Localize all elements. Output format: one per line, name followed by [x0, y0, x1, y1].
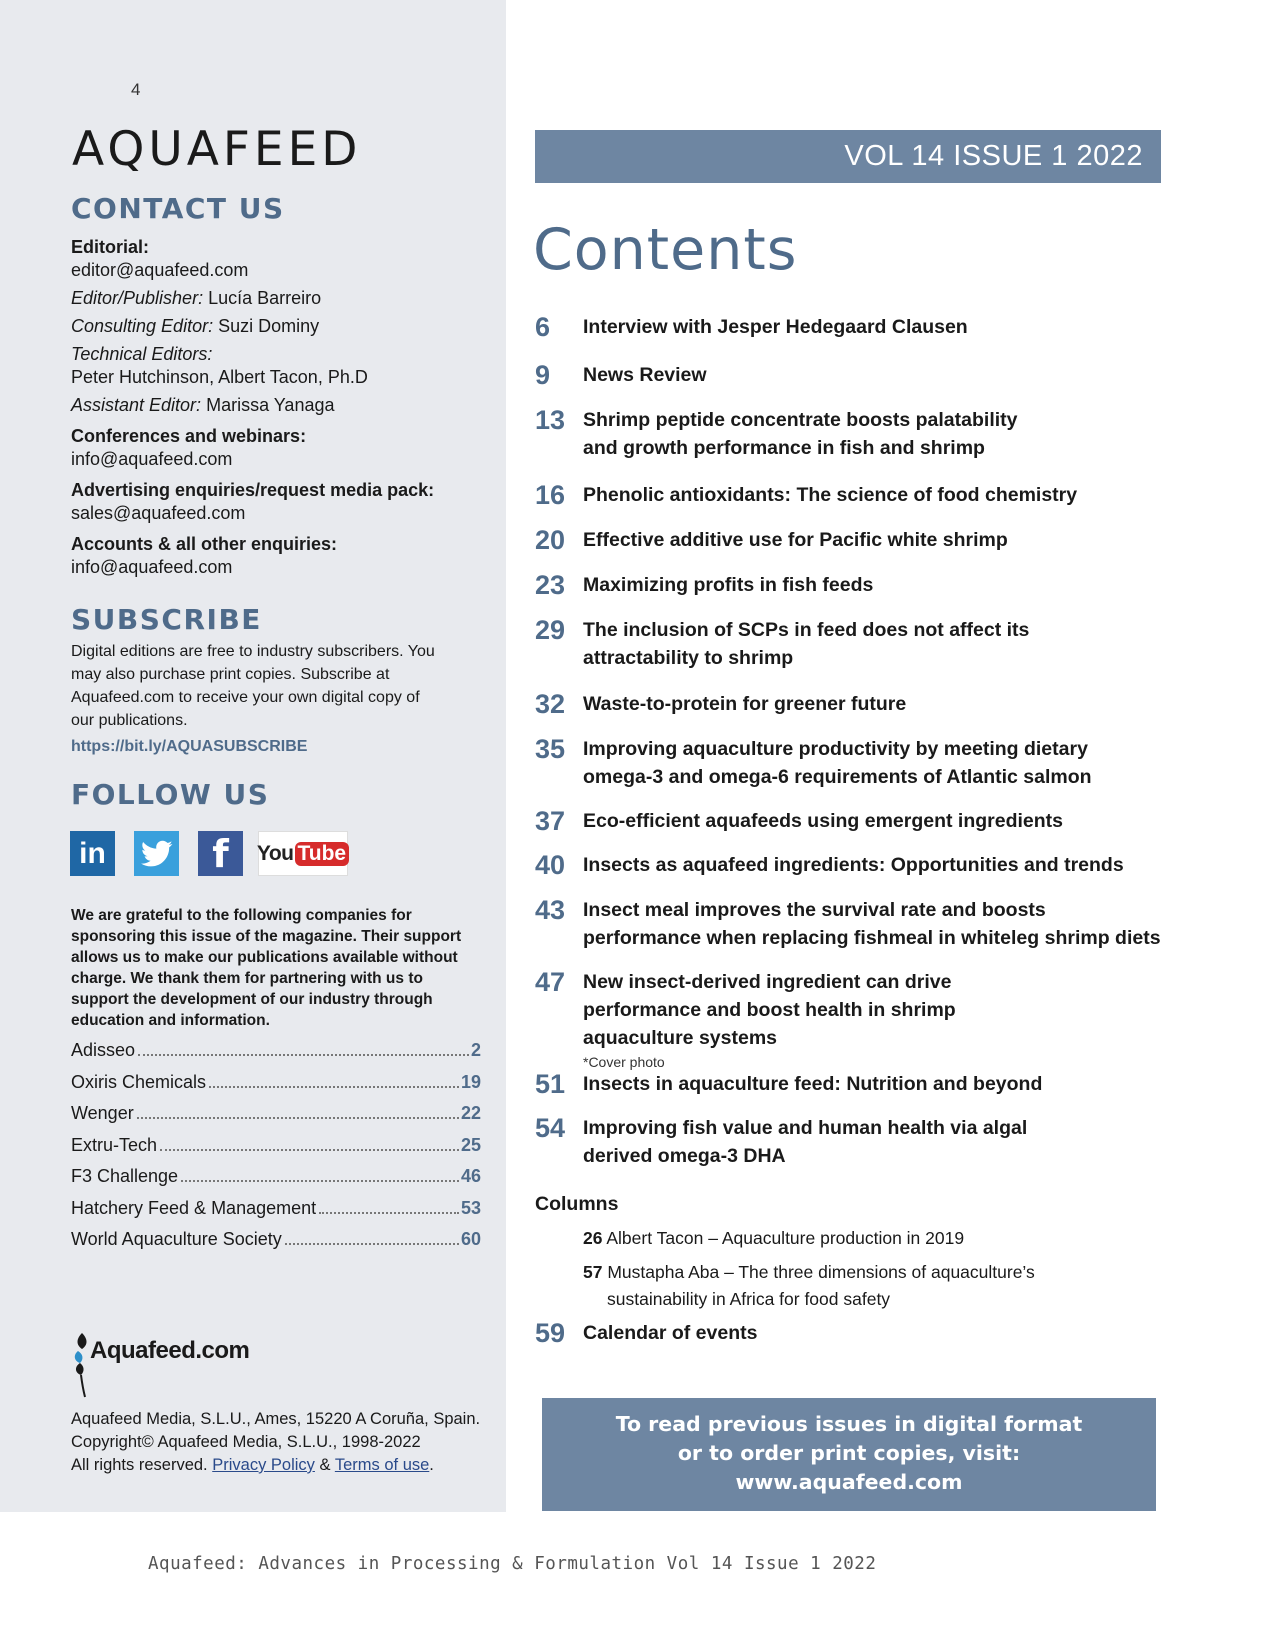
contents-title: Contents: [533, 217, 798, 283]
linkedin-icon[interactable]: in: [70, 831, 115, 876]
previous-issues-box[interactable]: [542, 1398, 1156, 1511]
toc-item[interactable]: 9 News Review: [535, 360, 707, 390]
subscribe-text: Digital editions are free to industry subscribers. You may also purchase print copies. Subscribe at Aquafeed.com to receive your own digital copy of our publications.: [71, 643, 435, 729]
editor-publisher-label: Editor/Publisher:: [71, 288, 204, 308]
toc-item[interactable]: 16 Phenolic antioxidants: The science of food chemistry: [535, 480, 1078, 510]
consulting-editor-name: Suzi Dominy: [218, 316, 320, 336]
advertiser-row[interactable]: F3 Challenge 46: [71, 1166, 481, 1186]
editor-publisher: [71, 287, 321, 310]
accounts-label: Accounts & all other enquiries:: [71, 534, 338, 554]
page-number: 4: [131, 80, 141, 99]
technical-editors-label: Technical Editors:: [71, 344, 213, 364]
conferences-label: Conferences and webinars:: [71, 426, 307, 446]
publisher-info: [71, 1408, 480, 1477]
toc-item[interactable]: 37 Eco-efficient aquafeeds using emergent ingredients: [535, 806, 1064, 836]
follow-heading: FOLLOW US: [71, 778, 270, 811]
column-item[interactable]: 57 Mustapha Aba – The three dimensions of aquaculture’s sustainability in Africa for food safety: [583, 1262, 1035, 1309]
advertiser-row[interactable]: Extru-Tech 25: [71, 1134, 481, 1155]
toc-item[interactable]: 43 Insect meal improves the survival rate and boosts performance when replacing fishmeal in whiteleg shrimp diets: [535, 895, 1161, 949]
toc-item[interactable]: 20 Effective additive use for Pacific white shrimp: [535, 525, 1008, 555]
conferences-email[interactable]: info@aquafeed.com: [71, 449, 233, 469]
editorial-label: Editorial:: [71, 237, 150, 257]
assistant-editor-name: Marissa Yanaga: [206, 395, 335, 415]
toc-item[interactable]: 29 The inclusion of SCPs in feed does not affect its attractability to shrimp: [535, 615, 1030, 669]
cover-photo-note: *Cover photo: [583, 1054, 665, 1070]
toc-item[interactable]: 13 Shrimp peptide concentrate boosts palatability and growth performance in fish and shrimp: [535, 405, 1018, 459]
accounts-email[interactable]: info@aquafeed.com: [71, 557, 233, 577]
terms-of-use-link[interactable]: Terms of use: [334, 1456, 430, 1474]
contact-heading: CONTACT US: [71, 192, 285, 225]
consulting-editor-label: Consulting Editor:: [71, 316, 214, 336]
twitter-bird-icon: [141, 840, 173, 868]
privacy-policy-link[interactable]: Privacy Policy: [212, 1456, 315, 1474]
advertiser-row[interactable]: Oxiris Chemicals 19: [71, 1071, 481, 1092]
advertiser-row[interactable]: Hatchery Feed & Management 53: [71, 1197, 481, 1218]
toc-item[interactable]: 51 Insects in aquaculture feed: Nutrition and beyond: [535, 1069, 1043, 1099]
visit-line-1: To read previous issues in digital format: [615, 1412, 1083, 1436]
advertising-email[interactable]: sales@aquafeed.com: [71, 503, 246, 523]
toc-item[interactable]: 40 Insects as aquafeed ingredients: Opportunities and trends: [535, 850, 1124, 880]
twitter-icon[interactable]: [134, 831, 179, 876]
editorial-email[interactable]: editor@aquafeed.com: [71, 260, 249, 280]
subscribe-heading: SUBSCRIBE: [71, 603, 262, 636]
toc-item[interactable]: 35 Improving aquaculture productivity by meeting dietary omega-3 and omega-6 requirements of Atlantic salmon: [535, 734, 1092, 788]
sponsor-note: We are grateful to the following companies for sponsoring this issue of the magazine. Their support allows us to make our publications available without charge. We thank them for partnering with us to support the development of our industry through education and information.: [71, 907, 462, 1029]
subscribe-link[interactable]: https://bit.ly/AQUASUBSCRIBE: [71, 738, 308, 755]
editor-publisher-name: Lucía Barreiro: [208, 288, 322, 308]
toc-item[interactable]: 23 Maximizing profits in fish feeds: [535, 570, 874, 600]
copyright: Copyright© Aquafeed Media, S.L.U., 1998-2022: [71, 1433, 421, 1451]
consulting-editor: [71, 315, 319, 338]
toc-item[interactable]: 47 New insect-derived ingredient can drive performance and boost health in shrimp aquaculture systems *Cover photo: [535, 968, 1055, 1072]
publisher-address: Aquafeed Media, S.L.U., Ames, 15220 A Coruña, Spain.: [71, 1410, 481, 1428]
toc-item[interactable]: 6 Interview with Jesper Hedegaard Clausen: [535, 312, 968, 342]
volume-banner: VOL 14 ISSUE 1 2022: [535, 130, 1161, 183]
advertising-label: Advertising enquiries/request media pack:: [71, 480, 435, 500]
assistant-editor-label: Assistant Editor:: [71, 395, 202, 415]
advertiser-index: [71, 1040, 481, 1261]
column-item[interactable]: 26 Albert Tacon – Aquaculture production in 2019: [583, 1228, 965, 1248]
toc-item[interactable]: 32 Waste-to-protein for greener future: [535, 689, 907, 719]
youtube-icon[interactable]: You Tube: [258, 831, 348, 876]
advertiser-row[interactable]: World Aquaculture Society 60: [71, 1229, 481, 1249]
assistant-editor: [71, 394, 335, 417]
visit-url[interactable]: www.aquafeed.com: [735, 1470, 963, 1494]
page-footer: Aquafeed: Advances in Processing & Formulation Vol 14 Issue 1 2022: [148, 1554, 877, 1574]
columns-heading: Columns: [535, 1193, 619, 1215]
aquafeed-logo: AQUAFEED: [72, 122, 362, 177]
technical-editors-names: Peter Hutchinson, Albert Tacon, Ph.D: [71, 367, 368, 387]
advertiser-row[interactable]: Wenger 22: [71, 1103, 481, 1123]
visit-line-2: or to order print copies, visit:: [677, 1441, 1021, 1465]
advertiser-row[interactable]: Adisseo 2: [71, 1040, 481, 1060]
left-sidebar-panel: [0, 0, 506, 1512]
toc-item[interactable]: 54 Improving fish value and human health via algal derived omega-3 DHA: [535, 1113, 1028, 1167]
calendar-item[interactable]: 59 Calendar of events: [535, 1318, 758, 1348]
facebook-icon[interactable]: f: [198, 831, 243, 876]
rights-line: All rights reserved. Privacy Policy & Terms of use.: [71, 1456, 434, 1474]
